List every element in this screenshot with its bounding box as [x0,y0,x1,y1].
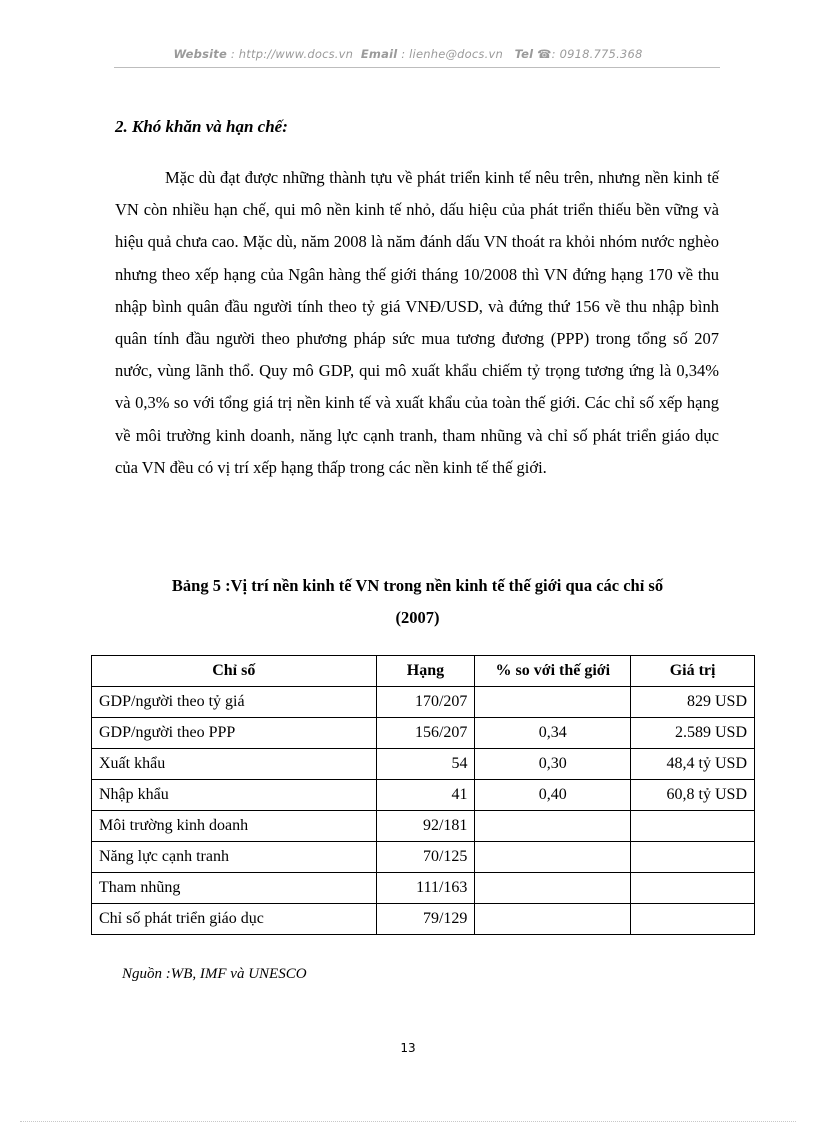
tel-value: : 0918.775.368 [551,47,643,61]
indicator-percent [475,687,631,718]
indicator-value: 60,8 tỷ USD [631,780,755,811]
indicator-rank: 170/207 [376,687,475,718]
indicator-percent: 0,40 [475,780,631,811]
table-row [92,749,755,780]
table-caption-line1: Bảng 5 :Vị trí nền kinh tế VN trong nền kinh tế thế giới qua các chỉ số [171,576,664,595]
tel-label: Tel [514,47,534,61]
email-label: Email [360,47,398,61]
indicator-rank: 111/163 [376,873,475,904]
table-row [92,718,755,749]
indicator-percent: 0,34 [475,718,631,749]
indicator-percent [475,873,631,904]
indicator-name: Năng lực cạnh tranh [92,842,377,873]
indicator-name: GDP/người theo PPP [92,718,377,749]
header-value: Giá trị [631,656,755,687]
table-row [92,873,755,904]
body-text [115,162,719,484]
indicator-value: 48,4 tỷ USD [631,749,755,780]
indicator-value: 829 USD [631,687,755,718]
indicator-name: Tham nhũng [92,873,377,904]
website-link[interactable]: http://www.docs.vn [238,47,354,61]
page-number: 13 [400,1041,416,1055]
indicator-value [631,904,755,935]
body-paragraph: Mặc dù đạt được những thành tựu về phát triển kinh tế nêu trên, nhưng nền kinh tế VN còn nhiều hạn chế, qui mô nền kinh tế nhỏ, dấu hiệu của phát triển thiếu bền vững và hiệu quả chưa cao. Mặc dù, năm 2008 là năm đánh dấu VN thoát ra khỏi nhóm nước nghèo nhưng theo xếp hạng của Ngân hàng thế giới tháng 10/2008 thì VN đứng hạng 170 về thu nhập bình quân đầu người tính theo tỷ giá VNĐ/USD, và đứng thứ 156 về thu nhập bình quân tính đầu người theo phương pháp sức mua tương đương (PPP) trong tổng số 207 nước, vùng lãnh thổ. Quy mô GDP, qui mô xuất khẩu chiếm tỷ trọng tương ứng là 0,34% và 0,3% so với tổng giá trị nền kinh tế và xuất khẩu của toàn thế giới. Các chỉ số xếp hạng về môi trường kinh doanh, năng lực cạnh tranh, tham nhũng và chỉ số phát triển giáo dục của VN đều có vị trí xếp hạng thấp trong các nền kinh tế thế giới. [115,168,719,477]
indicator-rank: 70/125 [376,842,475,873]
indicator-value [631,811,755,842]
indicator-name: Nhập khẩu [92,780,377,811]
indicator-percent: 0,30 [475,749,631,780]
header-divider [114,67,720,68]
header-indicator: Chỉ số [92,656,377,687]
indicator-rank: 79/129 [376,904,475,935]
table-row [92,904,755,935]
website-label: Website [173,47,227,61]
indicator-name: Chỉ số phát triển giáo dục [92,904,377,935]
email-link[interactable]: lienhe@docs.vn [409,47,503,61]
indicator-rank: 92/181 [376,811,475,842]
table-caption [110,570,725,634]
source-note: Nguồn :WB, IMF và UNESCO [122,966,307,982]
indicator-value: 2.589 USD [631,718,755,749]
section-title: 2. Khó khăn và hạn chế: [115,117,288,136]
indicator-rank: 41 [376,780,475,811]
table-row [92,811,755,842]
table-row [92,687,755,718]
phone-icon: ☎ [537,47,552,61]
indicator-rank: 54 [376,749,475,780]
indicator-name: Môi trường kinh doanh [92,811,377,842]
table-row [92,842,755,873]
indicator-name: Xuất khẩu [92,749,377,780]
indicator-percent [475,904,631,935]
indicator-percent [475,842,631,873]
header-rank: Hạng [376,656,475,687]
indicator-percent [475,811,631,842]
header-percent: % so với thế giới [475,656,631,687]
indicator-rank: 156/207 [376,718,475,749]
indicator-value [631,842,755,873]
economic-indicators-table [91,655,755,935]
table-row [92,780,755,811]
indicator-name: GDP/người theo tỷ giá [92,687,377,718]
table-caption-line2: (2007) [395,608,440,627]
table-header-row [92,656,755,687]
indicator-value [631,873,755,904]
page-header: Website : http://www.docs.vn Email : lienhe@docs.vn Tel ☎: 0918.775.368 [173,47,643,61]
footer-divider [20,1121,796,1122]
